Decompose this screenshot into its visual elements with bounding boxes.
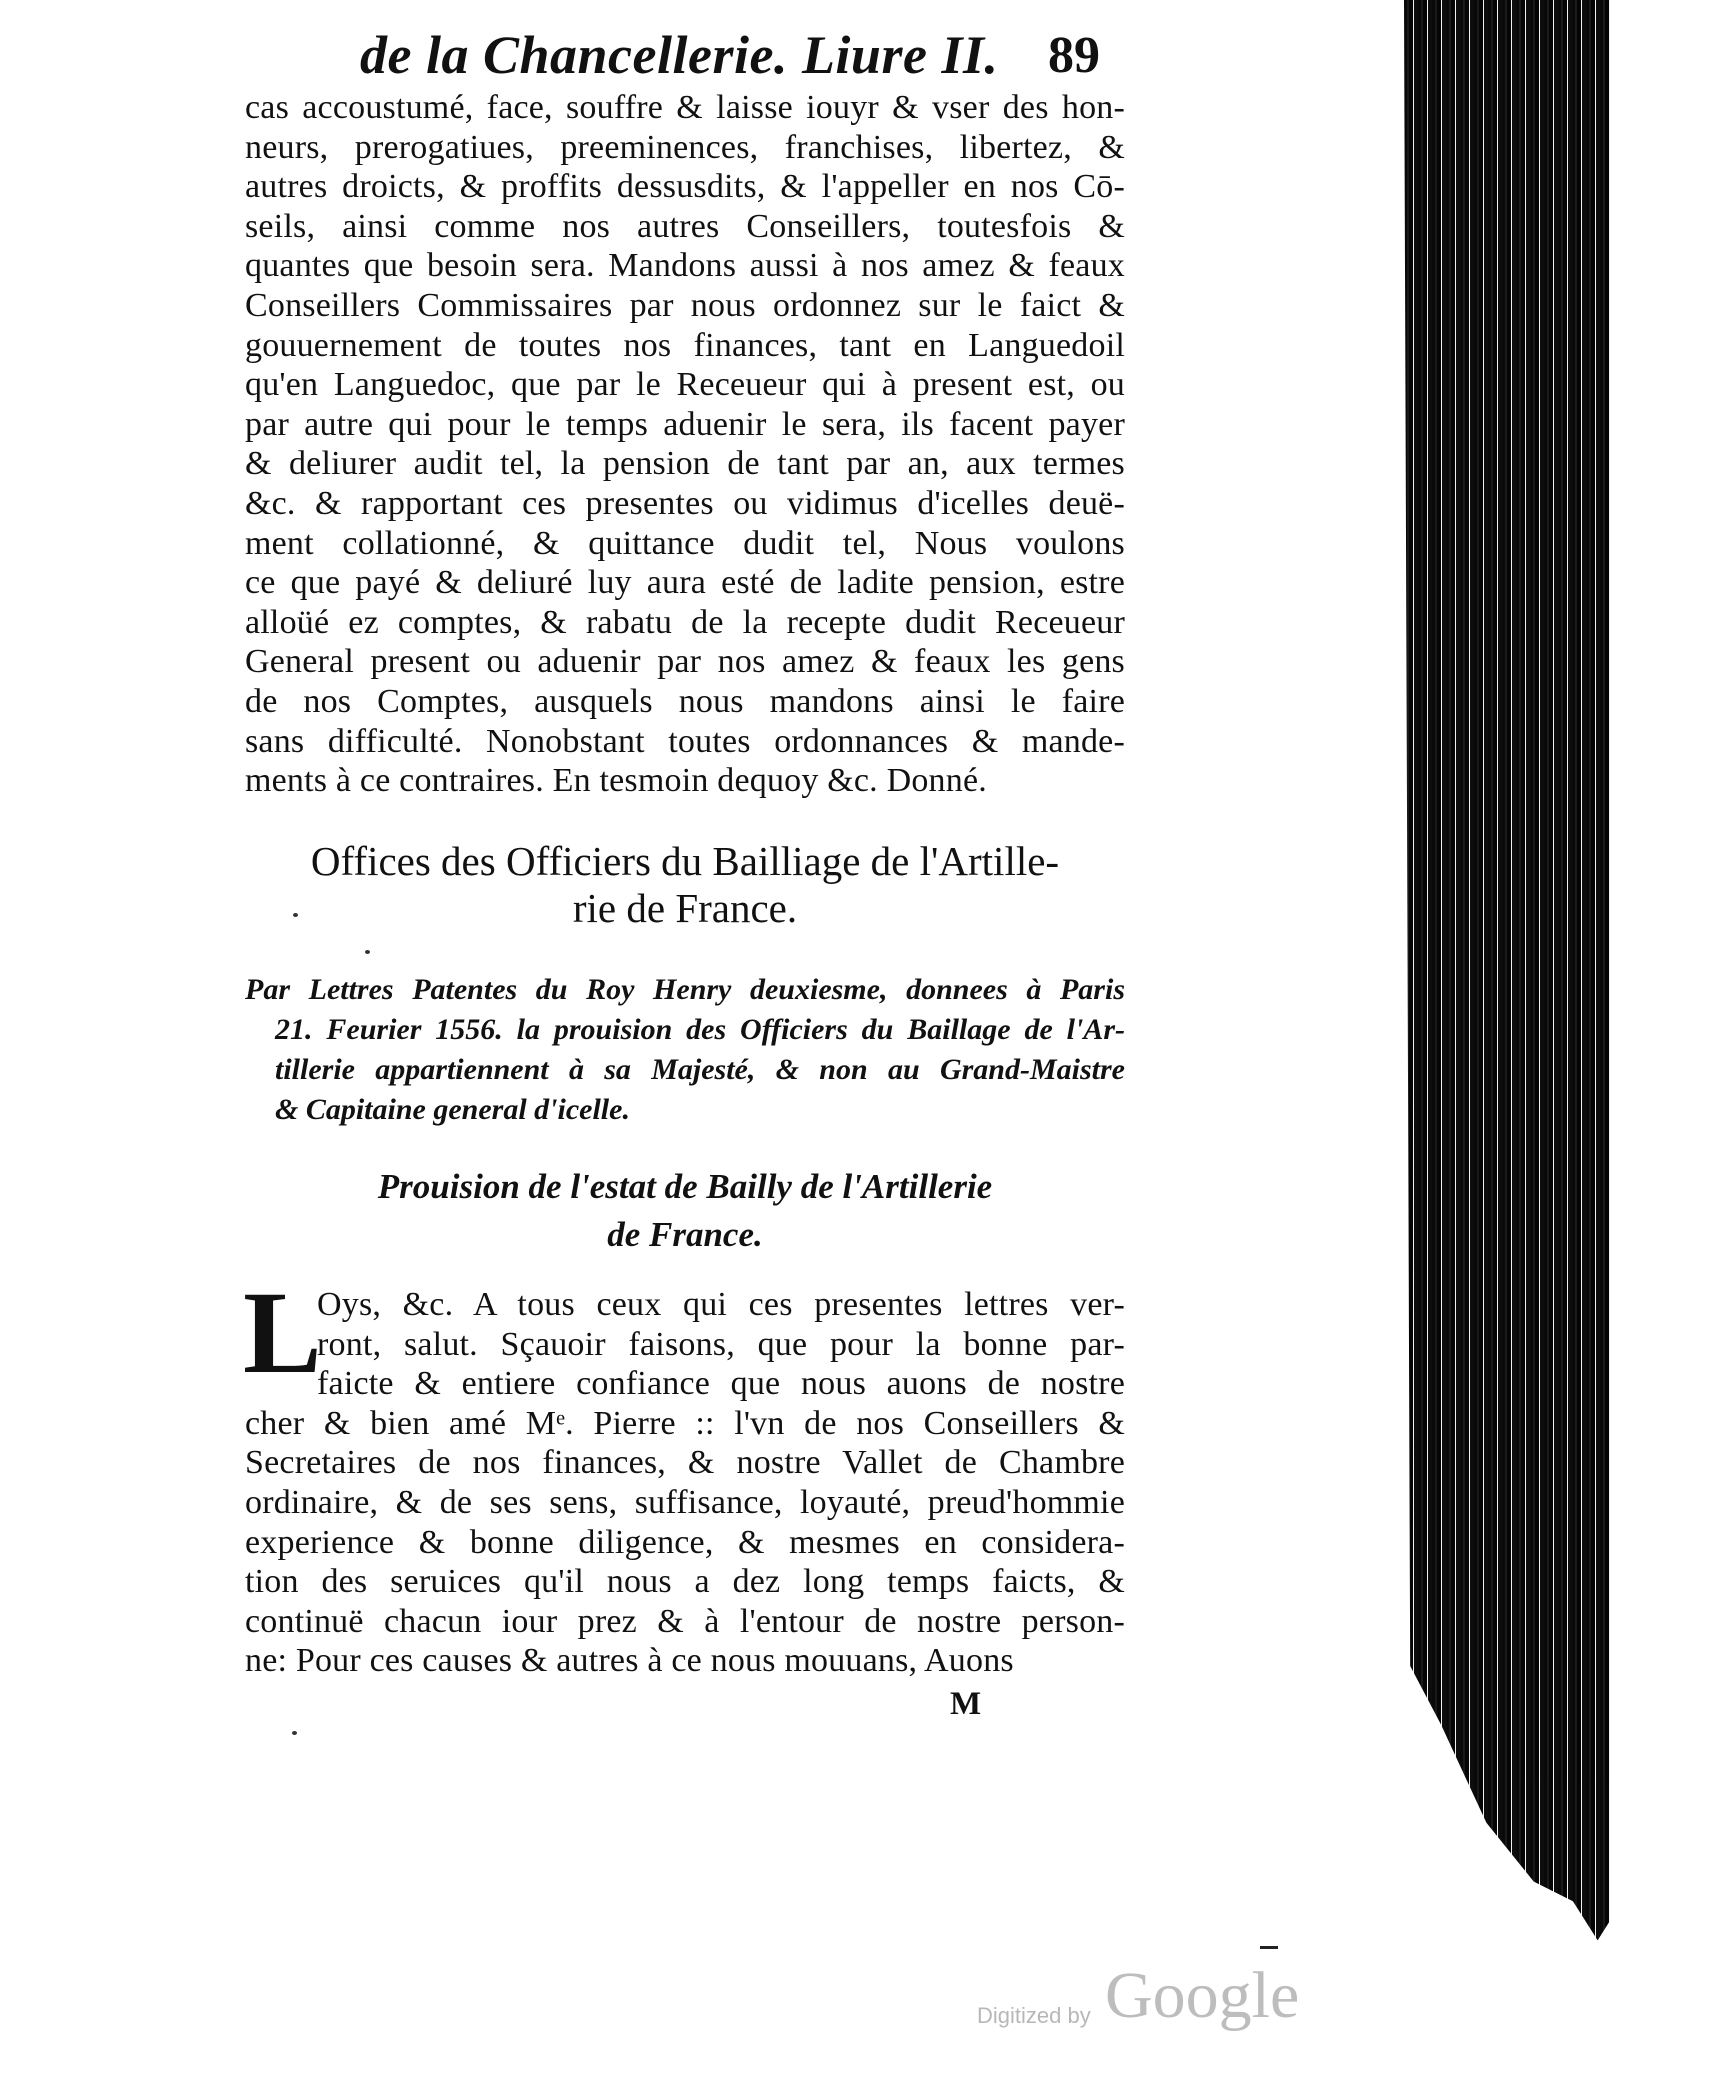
watermark-prefix: Digitized by [977,2003,1091,2028]
letter-line: ordinaire, & de ses sens, suffisance, loyauté, preud'hommie [245,1483,1125,1521]
page-number: 89 [1048,27,1100,84]
note-line: 21. Feurier 1556. la prouision des Officiers du Baillage de l'Ar- [275,1013,1125,1046]
letter-line: continuë chacun iour prez & à l'entour de nostre person- [245,1602,1125,1640]
text-line: par autre qui pour le temps aduenir le sera, ils facent payer [245,405,1125,443]
text-line: & deliurer audit tel, la pension de tant par an, aux termes [245,445,1125,483]
google-logo-text: Google [1105,1959,1300,2032]
subheading-line: de France. [607,1215,763,1254]
catchword: M [950,1686,982,1722]
text-line: quantes que besoin sera. Mandons aussi à nos amez & feaux [245,247,1125,285]
letter-line: cher & bien amé Mᵉ. Pierre :: l'vn de nos Conseillers & [245,1404,1125,1442]
text-line: ce que payé & deliuré luy aura esté de ladite pension, estre [245,564,1125,602]
text-line: ment collationné, & quittance dudit tel, Nous voulons [245,524,1125,562]
main-text-block [245,88,1125,801]
letter-text-block [245,1285,1125,1681]
subheading-line: Prouision de l'estat de Bailly de l'Artillerie [377,1167,993,1206]
ink-speck [293,913,298,917]
note-line: tillerie appartiennent à sa Majesté, & non au Grand-Maistre [275,1053,1125,1086]
letter-line: experience & bonne diligence, & mesmes en considera- [245,1523,1125,1561]
letter-line: Oys, &c. A tous ceux qui ces presentes lettres ver- [317,1286,1125,1323]
heading-line: Offices des Officiers du Bailliage de l'Artille- [310,838,1060,884]
subheading [245,1163,1125,1259]
text-line: seils, ainsi comme nos autres Conseillers, toutesfois & [245,207,1125,245]
drop-cap: L [243,1267,322,1398]
text-line: Conseillers Commissaires par nous ordonnez sur le faict & [245,286,1125,324]
dark-page-edge [1404,0,1610,1960]
patent-note [245,970,1125,1130]
text-line: sans difficulté. Nonobstant toutes ordonnances & mande- [245,722,1125,760]
note-line: & Capitaine general d'icelle. [275,1093,630,1126]
letter-line: ne: Pour ces causes & autres à ce nous mouuans, Auons [245,1642,1014,1680]
text-line: General present ou aduenir par nos amez & feaux les gens [245,643,1125,681]
text-line: autres droicts, & proffits dessusdits, & l'appeller en nos Cō- [245,168,1125,206]
ink-speck [365,950,370,954]
text-line: qu'en Languedoc, que par le Receueur qui à present est, ou [245,366,1125,404]
text-line: gouuernement de toutes nos finances, tant en Languedoil [245,326,1125,364]
text-line: neurs, prerogatiues, preeminences, franchises, libertez, & [245,128,1125,166]
text-line: alloüé ez comptes, & rabatu de la recepte dudit Receueur [245,603,1125,641]
heading-line: rie de France. [572,885,798,931]
text-line: de nos Comptes, ausquels nous mandons ainsi le faire [245,682,1125,720]
google-watermark [977,1959,1307,2043]
letter-line: tion des seruices qu'il nous a dez long temps faicts, & [245,1563,1125,1601]
section-heading [245,838,1125,932]
running-head [360,24,1100,96]
letter-line: Secretaires de nos finances, & nostre Vallet de Chambre [245,1444,1125,1482]
running-title: de la Chancellerie. Liure II. [360,25,999,85]
letter-line: faicte & entiere confiance que nous auons de nostre [317,1365,1125,1403]
letter-line: ront, salut. Sçauoir faisons, que pour la bonne par- [317,1325,1125,1363]
text-line: ments à ce contraires. En tesmoin dequoy &c. Donné. [245,762,987,800]
text-line: &c. & rapportant ces presentes ou vidimus d'icelles deuë- [245,484,1125,522]
footer-mark [1260,1946,1278,1949]
note-line: Par Lettres Patentes du Roy Henry deuxiesme, donnees à Paris [245,973,1125,1006]
ink-speck [292,1731,297,1735]
text-line: cas accoustumé, face, souffre & laisse iouyr & vser des hon- [245,89,1125,126]
